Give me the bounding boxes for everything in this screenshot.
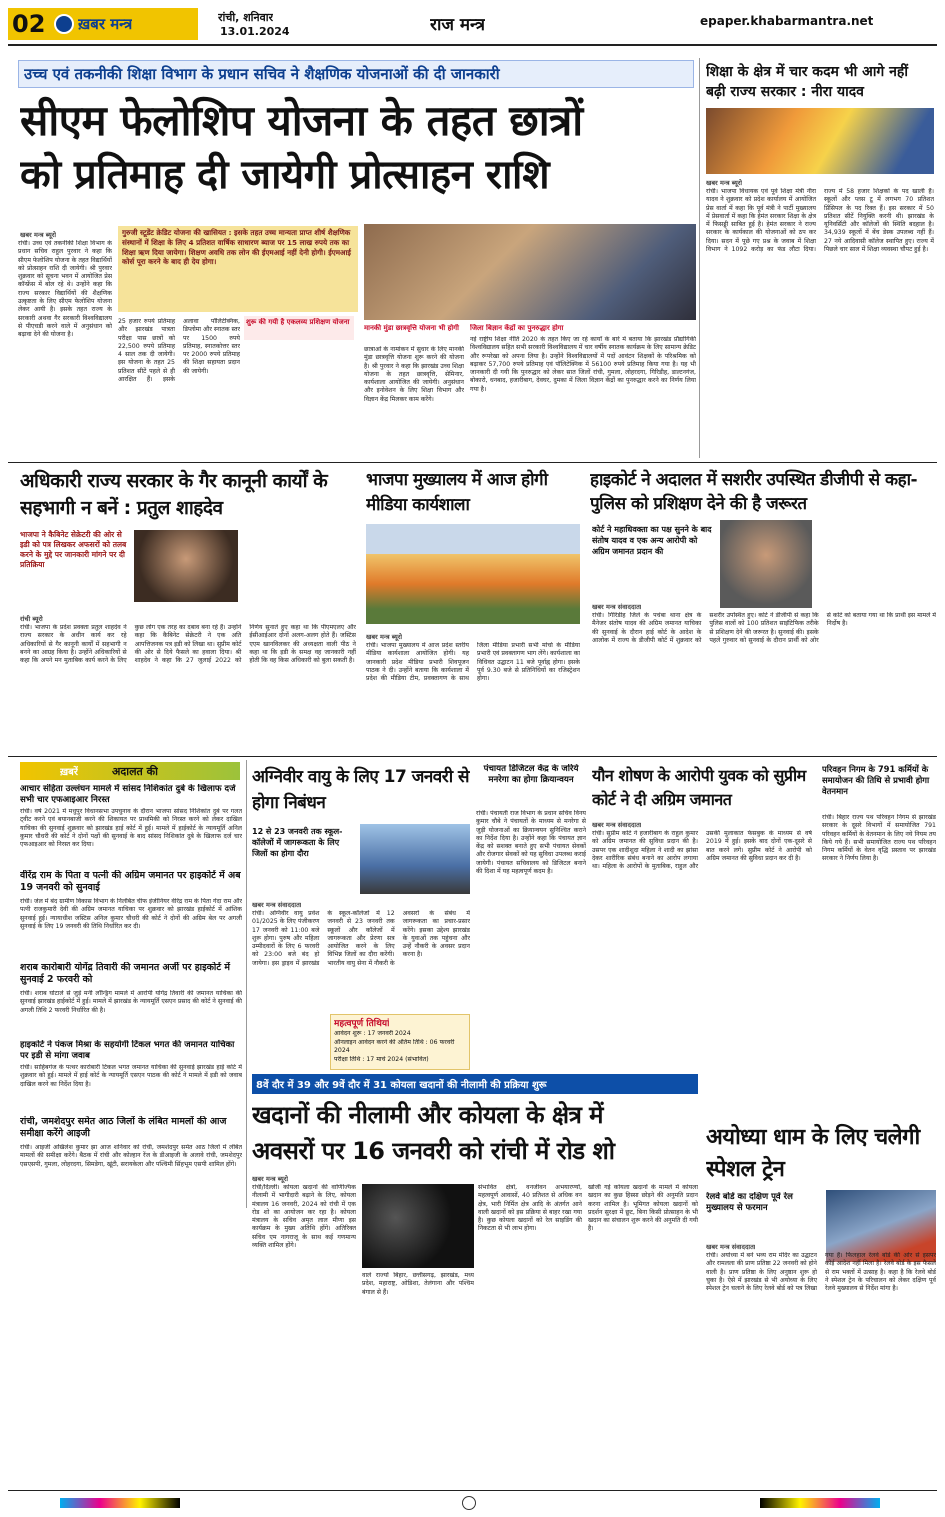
anticipatory-bail-headline: यौन शोषण के आरोपी युवक को सुप्रीम कोर्ट ने दी अग्रिम जमानत [592,766,806,809]
lead-headline-line1: सीएम फेलोशिप योजना के तहत छात्रों [20,96,583,145]
side-headline: शिक्षा के क्षेत्र में चार कदम भी आगे नहीं बढ़ी राज्य सरकार : नीरा यादव [706,64,908,100]
lead-box3-title: मानकी मुंडा छात्रवृत्ति योजना भी होगी [364,324,459,332]
court-h4: हाइकोर्ट ने पंकज मिश्रा के सहयोगी टिंकल भगत की जमानत याचिका पर इडी से मांगा जवाब [20,1040,235,1061]
officials-byline: रांची ब्यूरो [20,615,43,623]
dgp-byline: खबर मन्त्र संवाददाता [592,603,642,611]
coal-byline: खबर मन्त्र ब्यूरो [252,1175,289,1183]
media-workshop-body: रांची। भाजपा मुख्यालय में आज प्रदेश स्तरीय मीडिया कार्यशाला आयोजित होगी। यह जानकारी प्रदेश मीडिया प्रभारी शिवपूजन पाठक ने दी। उन्होंने बताया कि कार्यशाला में प्रदेश की मीडिया टीम, प्रवक्तागण के साथ जिला मीडिया प्रभारी सभी मोर्चा के मीडिया प्रभारी एवं प्रवक्तागण भाग लेंगे। कार्यशाला का विधिवत उद्घाटन 11 बजे पूर्वाह्न होगा। इसके पूर्व 9.30 बजे से प्रतिनिधियों का रजिस्ट्रेशन होगा। [366,642,580,683]
dgp-photo [720,520,812,608]
brand-logo-icon [54,14,74,34]
airforce-photo [360,824,470,894]
masthead-rule [8,44,937,46]
court-column-rule [246,760,247,1208]
ayodhya-byline: खबर मन्त्र संवाददाता [706,1243,756,1251]
court-brand: ख़बरें [60,767,78,778]
coal-body-col1: रांची/दिल्ली। कोयला खदानों की वाणिज्यिक नीलामी में भागीदारी बढ़ाने के लिए, कोयला मंत्रालय 16 जनवरी, 2024 को रांची में एक रोड शो का आयोजन कर रहा है। कोयला मंत्रालय के सचिव अमृत लाल मीणा इस कार्यक्रम के मुख्य अतिथि होंगे। अतिरिक्त सचिव एम नागराजू के साथ कई गणमान्य व्यक्ति शामिल होंगे। [252,1184,356,1250]
court-h2: वीरेंद्र राम के पिता व पत्नी की अग्रिम जमानत पर हाइकोर्ट में अब 19 जनवरी को सुनवाई [20,870,241,893]
footer-rule [8,1490,937,1491]
bjp-office-photo [366,524,580,624]
color-bar-left [60,1498,180,1508]
side-body: रांची। भाजपा विधायक एवं पूर्व शिक्षा मंत्री नीरा यादव ने शुक्रवार को प्रदेश कार्यालय में आयोजित प्रेस वार्ता में कहा कि पूर्व मंत्री ने पार्टी मुख्यालय में प्रेसवार्ता में कहा कि हेमंत सरकार शिक्षा के क्षेत्र में फिसड्डी साबित हुई है। हेमंत सरकार ने राज्य सरकार के कार्यकाल की योजनाओं को ठप कर दिया। सदन में पूछे गए प्रश्न के जवाब में शिक्षा विभाग ने 1092 करोड़ का फंड लौटा दिया। राज्य में 58 हजार शिक्षकों के पद खाली हैं। स्कूलों और प्लस टू में लगभग 70 प्रतिशत प्रिंसिपल के पद रिक्त हैं। इस सरकार में 50 प्रतिशत सीटें नियुक्ति करनी थी। झारखंड के यूनिवर्सिटी और कॉलेजों की स्थिति बदहाल है। 34,939 स्कूलों में बेंच डेस्क उपलब्ध नहीं हैं। 27 नये आदिवासी कॉलेज स्थापित हुए। राज्य में पिछले चार साल में शिक्षा व्यवस्था चौपट हुई है। [706,188,934,254]
press-conference-photo [364,224,696,320]
coal-photo-caption: वाले राज्यों बिहार, छत्तीसगढ़, झारखंड, मध्य प्रदेश, महाराष्ट्र, ओडिशा, तेलंगाना और पश्चिम बंगाल से हैं। [362,1272,474,1296]
agniveer-dates-title: महत्वपूर्ण तिथियां [334,1019,390,1029]
coal-headline-line2: अवसरों पर 16 जनवरी को रांची में रोड शो [252,1137,615,1165]
neera-yadav-photo [706,108,934,174]
agniveer-date-2: ऑनलाइन आवेदन करने की अंतिम तिथि : 06 फरवरी 2024 [334,1039,455,1054]
court-title: अदालत की [112,765,158,778]
lead-body-col2: 25 हजार रुपये प्रतिमाह और झारखंड पात्रता परीक्षा पास छात्रों को 22,500 रुपये प्रतिमाह 4 साल तक दी जायेगी। इस योजना के तहत 25 प्रतिशत सीटें पहले से ही आरक्षित हैं। इसके अलावा पॉलिटेक्निक, डिप्लोमा और स्नातक स्तर पर 1500 रुपये प्रतिमाह, स्नातकोत्तर स्तर पर 2000 रुपये प्रतिमाह की शिक्षा सहायता प्रदान की जायेगी। [118,318,240,384]
row2-rule [8,756,937,757]
officials-headline: अधिकारी राज्य सरकार के गैर कानूनी कार्यों के सहभागी न बनें : प्रतुल शाहदेव [20,470,328,519]
court-b2: रांची। जेल में बंद ग्रामीण विकास विभाग के निलंबित चीफ इंजीनियर वीरेंद्र राम के पिता गेंदा राम और पत्नी राजकुमारी देवी की अग्रिम जमानत याचिका पर शुक्रवार को झारखंड हाईकोर्ट में आंशिक सुनवाई हुई। न्यायाधीश जस्टिस अनिल कुमार चौधरी की कोर्ट ने दोनों की अग्रिम बेल पर अगली सुनवाई के लिए 19 जनवरी की तिथि निर्धारित कर दी। [20,898,242,930]
officials-caption: भाजपा ने कैबिनेट सेक्रेटरी की ओर से इडी को पत्र लिखकर अफसरों को तलब करने के मुद्दे पर जानकारी मांगने पर दी प्रतिक्रिया [20,530,127,569]
court-b3: रांची। शराब घोटाले से जुड़े मनी लॉन्ड्रिंग मामले में आरोपी योगेंद्र तिवारी की जमानत याचिका की सुनवाई झारखंड हाईकोर्ट में हुई। मामले में झारखंड के न्यायमूर्ति एसएन प्रसाद की कोर्ट ने सुनवाई की अगली तिथि 2 फरवरी निर्धारित की है। [20,990,242,1014]
site-url[interactable]: epaper.khabarmantra.net [700,14,874,28]
lead-box2-title: शुरू की गयी है एकलव्य प्रशिक्षण योजना [246,318,350,326]
officials-body: रांची। भाजपा के प्रदेश प्रवक्ता प्रतुल शाहदेव ने राज्य सरकार के अधीन कार्य कर रहे अधिकारियों से गैर कानूनी कार्यों में सहभागी न बनने का आग्रह किया है। उन्होंने अधिकारियों से कहा कि अपने मन मुताबिक कार्य करने के लिए कुछ लोग एक तरह का दबाव बना रहे हैं। उन्होंने कहा कि कैबिनेट सेक्रेटरी ने एक अति आपत्तिजनक पत्र इडी को लिखा था। सुप्रीम कोर्ट की ओर से दिये फैसले का हवाला दिया। श्री शाहदेव ने कहा कि 27 जुलाई 2022 को निर्णय सुनाते हुए कहा था कि पीएमएलए और ईसीआईआर दोनों अलग-अलग होते हैं। जस्टिस एएम खानविलकर की अध्यक्षता वाली पीठ ने कहा था कि इडी के समक्ष वह जानकारी नहीं होती कि वह किस अधिकारी को बुला सकती है। [20,624,356,665]
court-b1: रांची। वर्ष 2021 में मधुपुर विधानसभा उपचुनाव के दौरान भाजपा सांसद निशिकांत दुबे पर गलत ट्वीट करने एवं बयानबाजी करने की शिकायत पर प्राथमिकी को निरस्त करने को लेकर दाखिल याचिका की सुनवाई शुक्रवार को झारखंड हाई कोर्ट में हुई। मामले में हाईकोर्ट के न्यायमूर्ति अनिल कुमार चौधरी की कोर्ट ने दोनों पक्षों की सुनवाई के बाद सांसद निशिकांत दुबे के खिलाफ दर्ज चार एफआइआर को निरस्त कर दिया। [20,808,242,849]
court-b5: रांची। आइजी अखिलेश कुमार झा आज शनिवार को रांची, जमशेदपुर समेत आठ जिलों में लंबित मामलों की समीक्षा करेंगे। बैठक में रांची और कोल्हान रेंज के डीआइजी के अलावे रांची, जमशेदपुर एसएसपी, गुमला, लोहरदगा, सिमडेगा, खूंटी, सरायकेला और पश्चिमी सिंहभूम एसपी शामिल होंगे। [20,1144,242,1168]
ayodhya-body: रांची। अयोध्या में बने भव्य राम मंदिर का उद्घाटन और रामलला की प्राण प्रतिष्ठा 22 जनवरी को होने वाली है। प्राण प्रतिष्ठा के लिए अनुष्ठान शुरू हो चुका है। ऐसे में झारखंड से भी अयोध्या के लिए स्पेशल ट्रेन चलाने के लिए रेलवे बोर्ड को पत्र लिखा गया है। फिलहाल रेलवे बोर्ड की ओर से इसपर कोई आदेश नहीं मिला है। रेलवे बोर्ड के इस फैसले से राम भक्तों में उत्साह है। कहा है कि रेलवे बोर्ड ने स्पेशल ट्रेन के परिचालन को लेकर दक्षिण पूर्व रेलवे मुख्यालय से निर्देश मांगा है। [706,1252,936,1293]
court-h3: शराब कारोबारी योगेंद्र तिवारी की जमानत अर्जी पर हाइकोर्ट में सुनवाई 2 फरवरी को [20,962,230,985]
coal-photo [362,1184,474,1268]
coal-body-col3: खोजी गई कोयला खदानों के मामले में कोयला खदान का कुछ हिस्सा छोड़ने की अनुमति प्रदान करना शामिल है। भूमिगत कोयला खदानों को प्रदर्शन सुरक्षा में छूट, बिना किसी प्रोत्साहन के भी खदान का संचालन शुरू करने की अनुमति दी गयी है। [588,1184,698,1233]
court-b4: रांची। साहिबगंज के पत्थर कारोबारी टिंकल भगत जमानत याचिका की सुनवाई झारखंड हाई कोर्ट में शुक्रवार को हुई। मामले में हाई कोर्ट के न्यायमूर्ति एसएन पाठक की कोर्ट ने मामले में इडी को जवाब दाखिल करने का निर्देश दिया है। [20,1064,242,1088]
agniveer-headline: अग्निवीर वायु के लिए 17 जनवरी से होगा निबंधन [252,767,470,813]
dgp-caption: कोर्ट ने महाधिवक्ता का पक्ष सुनने के बाद संतोष यादव व एक अन्य आरोपी को अग्रिम जमानत प्रदान की [592,525,712,556]
page-number: 02 [12,10,46,38]
court-h1: आचार संहिता उल्लंघन मामले में सांसद निशिकांत दुबे के खिलाफ दर्ज सभी चार एफआइआर निरस्त [20,784,236,805]
masthead-city-day: रांची, शनिवार [218,11,274,24]
transport-headline: परिवहन निगम के 791 कर्मियों के समायोजन की तिथि से प्रभावी होगा वेतनमान [822,764,930,796]
lead-body-col3: छात्राओं के नामांकन में सुधार के लिए मानकी मुंडा छात्रवृत्ति योजना शुरू करने की योजना है। श्री पुरवार ने कहा कि झारखंड उच्च शिक्षा योजना के तहत छात्रवृत्ति, सेमिनार, कार्यशाला आयोजित की जायेगी। अनुसंधान और इनोवेशन के लिए शिक्षा विभाग और विज्ञान केंद्र मिलकर काम करेंगे। [364,346,464,403]
agniveer-caption: 12 से 23 जनवरी तक स्कूल-कॉलेजों में जागरूकता के लिए जिलों का होगा दौरा [252,827,343,858]
agniveer-date-3: परीक्षा तिथि : 17 मार्च 2024 (संभावित) [334,1056,429,1063]
lead-highlight-text: गुरुजी स्टूडेंट क्रेडिट योजना की खासियत : इसके तहत उच्च मान्यता प्राप्त शीर्ष शैक्षणिक संस्थानों में शिक्षा के लिए 4 प्रतिशत वार्षिक साधारण ब्याज पर 15 लाख रुपये तक का शिक्षा ऋण दिया जायेगा। शिक्षण अवधि तक लोन की ईएमआई नहीं देनी होगी। ईएमआई कोर्स पूरा करने के बाद ही देय होगा। [122,228,351,267]
lead-body-col4: नई राष्ट्रीय शिक्षा नीति 2020 के तहत किए जा रहे कार्यों के बारे में बताया कि झारखंड प्रौद्योगिकी विश्वविद्यालय सहित सभी सरकारी विश्वविद्यालय में चार वर्षीय स्नातक कार्यक्रम के लिए सामान्य क्रेडिट और रूपरेखा को अपना लिया है। उन्होंने विश्वविद्यालयों में पदों आवंटन शिक्षकों के परिश्रमिक को बढ़ाकर 57,700 रुपये प्रतिमाह एवं पॉलिटेक्निक में 56100 रुपये प्रतिमाह किया गया है। यह भी जानकारी दी गयी कि पुनरुद्धार को लेकर सात जिलों रांची, गुमला, लोहरदगा, गिरिडीह, डाल्टनगंज, बोकारो, धनबाद, हजारीबाग, देवघर, दुमका में जिला विज्ञान केंद्रों का पुनरुद्धार करने का निर्णय लिया गया है। [470,336,696,393]
masthead-date: 13.01.2024 [220,25,290,38]
lead-headline-line2: को प्रतिमाह दी जायेगी प्रोत्साहन राशि [20,152,550,198]
coal-band-text: 8वें दौर में 39 और 9वें दौर में 31 कोयला खदानों की नीलामी की प्रक्रिया शुरू [256,1080,547,1091]
transport-body: रांची। बिहार राज्य पथ परिवहन निगम से झारखंड सरकार के दूसरे विभागों में समायोजित 791 परिवहन कर्मियों के वेतनमान के लिए नये नियम तय किये गये हैं। सभी समायोजित राज्य पथ परिवहन निगम कर्मियों के वेतन वृद्धि प्रस्ताव पर झारखंड सरकार ने निर्णय लिया है। [822,814,936,863]
panchayat-body: रांची। पंचायती राज विभाग के प्रधान सचिव विनय कुमार चौबे ने पंचायतों के माध्यम से मनरेगा से जुड़ी योजनाओं का क्रियान्वयन सुनिश्चित कराने का निर्देश दिया है। उन्होंने कहा कि पंचायत ज्ञान केंद्र को सशक्त बनाते हुए सभी पंचायत सेवकों और रोजगार सेवकों को यह सुविधा उपलब्ध कराई जायेगी। पंचायत सचिवालय को डिजिटल बनाने की दिशा में यह महत्वपूर्ण कदम है। [476,810,586,876]
anticipatory-bail-body: रांची। सुप्रीम कोर्ट ने हजारीबाग के राहुल कुमार को अग्रिम जमानत की सुविधा प्रदान की है। उसपर एक शादीशुदा महिला ने शादी का झांसा देकर शारीरिक संबंध बनाने का आरोप लगाया था। महिला के आरोपों के मुताबिक, राहुल और उसकी मुलाकात फेसबुक के माध्यम से वर्ष 2019 में हुई। इसके बाद दोनों एक-दूसरे से बात करने लगे। सुप्रीम कोर्ट ने आरोपी को अग्रिम जमानत की सुविधा प्रदान कर दी है। [592,830,812,871]
court-h5: रांची, जमशेदपुर समेत आठ जिलों के लंबित मामलों की आज समीक्षा करेंगे आइजी [20,1116,227,1139]
lead-byline: खबर मन्त्र ब्यूरो [20,231,57,239]
lead-box4-title: जिला बिज्ञान केंद्रों का पुनरुद्धार होगा [470,324,564,332]
media-workshop-byline: खबर मन्त्र ब्यूरो [366,633,403,641]
anticipatory-bail-byline: खबर मन्त्र संवाददाता [592,821,642,829]
media-workshop-headline: भाजपा मुख्यालय में आज होगी मीडिया कार्यशाला [366,470,548,515]
pratul-shahdeo-photo [134,530,238,602]
row1-rule [8,462,937,463]
ayodhya-caption: रेलवे बोर्ड का दक्षिण पूर्व रेल मुख्यालय से फरमान [706,1192,793,1213]
ayodhya-headline: अयोध्या धाम के लिए चलेगी स्पेशल ट्रेन [706,1125,920,1182]
lead-body-col1: रांची। उच्च एवं तकनीकी शिक्षा विभाग के प्रधान सचिव राहुल पुरवार ने कहा कि सीएम फेलोशिप योजना के तहत विद्यार्थियों को प्रोत्साहन राशि दी जायेगी। श्री पुरवार शुक्रवार को सूचना भवन में आयोजित प्रेस कॉन्फ्रेंस में बोल रहे थे। उन्होंने कहा कि राज्य सरकार विद्यार्थियों की शैक्षणिक उत्कृष्टता के लिए सीएम फेलोशिप योजना लेकर आयी है। इसके तहत राज्य के सरकारी अथवा गैर सरकारी विश्वविद्यालय से पीएचडी करने वाले में अनुसंधान को बढ़ावा देने की योजना है। [18,240,112,339]
section-title: राज मन्त्र [430,15,485,35]
registration-mark-icon [462,1496,476,1510]
panchayat-headline: पंचायत डिजिटल केंद्र के जरिये मनरेगा का होगा क्रियान्वयन [483,764,579,785]
dgp-headline: हाइकोर्ट ने अदालत में सशरीर उपस्थित डीजीपी से कहा- पुलिस को प्रशिक्षण देने की है जरूरत [590,470,918,514]
agniveer-date-1: आवेदन शुरू : 17 जनवरी 2024 [334,1030,411,1037]
brand-name: ख़बर मन्त्र [78,15,133,33]
lead-kicker: उच्च एवं तकनीकी शिक्षा विभाग के प्रधान सचिव ने शैक्षणिक योजनाओं की दी जानकारी [24,65,500,83]
lead-right-rule [699,58,700,458]
agniveer-body: रांची। अग्निवीर वायु प्रवेश 01/2025 के लिए पंजीकरण 17 जनवरी को 11:00 बजे शुरू होगा। पुरुष और महिला उम्मीदवारों के लिए 6 फरवरी को 23:00 बजे बंद हो जायेगा। इस ड्राइव में झारखंड के स्कूल-कॉलेजों में 12 जनवरी से 23 जनवरी तक स्कूलों और कॉलेजों में जागरूकता और प्रेरणा सत्र आयोजित करने के लिए विभिन्न जिलों का दौरा करेंगी। भारतीय वायु सेना में नौकरी के अवसरों के संबंध में जागरूकता का प्रचार-प्रसार करेंगे। इसका उद्देश्य झारखंड के युवाओं तक पहुंचना और उन्हें नौकरी के अवसर प्रदान करना है। [252,910,470,967]
color-bar-right [760,1498,880,1508]
coal-body-col2: संभावित क्षेत्रों, वनजीवन अभयारण्यों, महत्वपूर्ण आवासों, 40 प्रतिशत से अधिक वन क्षेत्र, भारी निर्मित क्षेत्र आदि के अंतर्गत आने वाली खदानों को इस प्रक्रिया से बाहर रखा गया है। कुछ कोयला खदानों को रेल साइडिंग की निकटता से भी लाभ होगा। [478,1184,582,1233]
agniveer-byline: खबर मन्त्र संवाददाता [252,901,302,909]
side-byline: खबर मन्त्र ब्यूरो [706,179,743,187]
coal-headline-line1: खदानों की नीलामी और कोयला के क्षेत्र में [252,1101,604,1129]
dgp-body: रांची। गिरिडीह जिले के पचंबा थाना क्षेत्र के मैनेजर संतोष यादव की अग्रिम जमानत याचिका की सुनवाई के दौरान हाई कोर्ट के आदेश के आलोक में राज्य के डीजीपी कोर्ट में शुक्रवार को सशरीर उपस्थित हुए। कोर्ट ने डीजीपी से कहा कि पुलिस वालों को 100 प्रतिशत साइंटिफिक तरीके से प्रशिक्षण देने की जरूरत है। सुनवाई की। इसके पहले गुरुवार को सुनवाई के दौरान प्रार्थी को ओर से कोर्ट को बताया गया था कि प्रार्थी इस मामले में निर्दोष है। [592,612,936,644]
